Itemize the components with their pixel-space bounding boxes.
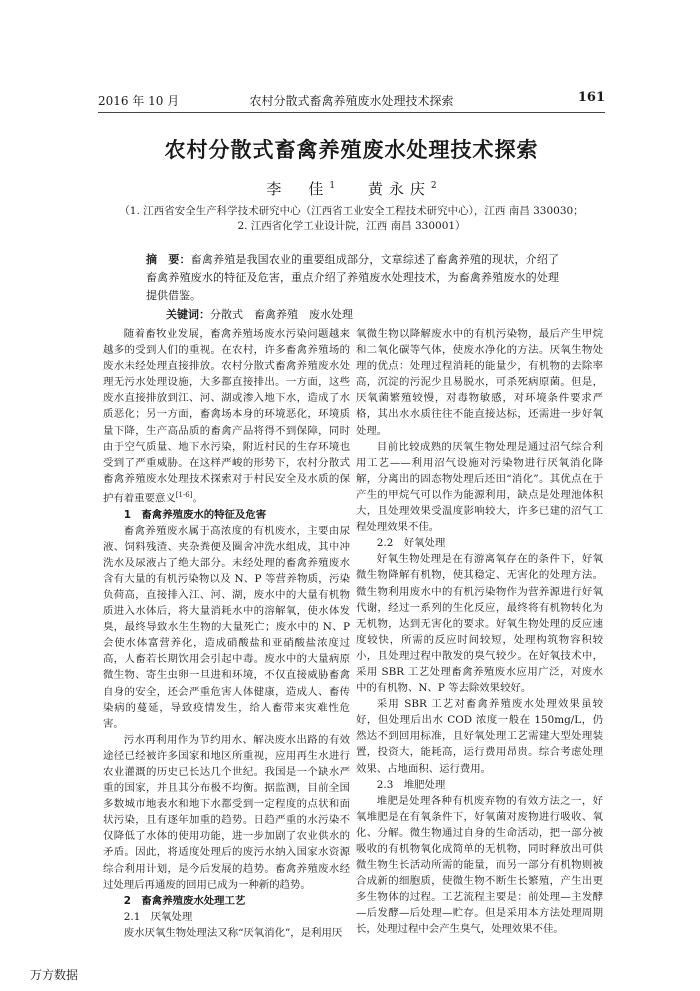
section-heading-1: 1 畜禽养殖废水的特征及危害 <box>123 508 267 521</box>
header-page-number: 161 <box>577 90 605 105</box>
section-heading-2: 2 畜禽养殖废水处理工艺 <box>123 894 246 907</box>
subsection-heading-2-1: 2.1 厌氧处理 <box>123 910 193 923</box>
keywords <box>166 306 566 322</box>
author-name-1: 李 佳$^1$ <box>266 180 336 198</box>
header-journal-title: 农村分散式畜禽养殖废水处理技术探索 <box>249 94 454 108</box>
paragraph-anaerobic-start: 废水厌氧生物处理法又称“厌氧消化”，是利用厌 <box>123 926 343 939</box>
affiliation-line-1: （1. 江西省安全生产科学技术研究中心（江西省工业安全工程技术研究中心），江西 南昌 330030； <box>119 205 584 217</box>
keywords-label: 关键词： <box>166 308 210 321</box>
citation-ref: [1-6] <box>175 490 193 499</box>
paragraph-intro: 随着畜牧业发展，畜禽养殖场废水污染问题越来越多的受到人们的重视。在农村，许多畜禽养殖场的废水未经处理直接排放。农村分散式畜禽养殖废水处理无污水处理设施，大多都直接排出。一方面，这些废水直接排放到江、河、湖或渗入地下水，造成了水质恶化；另一方面，畜禽场本身的环境恶化，环境质量下降，生产高品质的畜禽产品将得不到保障，同时由于空气质量、地下水污染，附近村民的生存环境也受到了严重威胁。在这样严峻的形势下，农村分散式畜禽养殖废水处理技术探索对于村民安全及水质的保护有着重要意义[1-6]。 <box>103 328 350 505</box>
keywords-text: 分散式 畜禽养殖 废水处理 <box>210 308 353 321</box>
paragraph-aerobic: 好氧生物处理是在有游离氧存在的条件下，好氧微生物降解有机物，使其稳定、无害化的处理方法。微生物利用废水中的有机污染物作为营养源进行好氧代谢，经过一系列的生化反应，最终将有机物转化为无机物，达到无害化的要求。好氧生物处理的反应速度较快，所需的反应时间较短，处理构筑物容积较小，且处理过程中散发的臭气较少。在好氧技术中，采用 SBR 工艺处理畜禽养殖废水应用广泛，对废水中的有机物、N、P 等去除效果较好。 <box>356 553 603 695</box>
subsection-heading-2-3: 2.3 堆肥处理 <box>376 778 446 791</box>
subsection-heading-2-2: 2.2 好氧处理 <box>376 537 446 550</box>
paragraph-anaerobic-cont: 氧微生物以降解废水中的有机污染物，最后产生甲烷和二氧化碳等气体，使废水净化的方法。厌氧生物处理的优点：处理过程消耗的能量少，有机物的去除率高，沉淀的污泥少且易脱水，可杀死病原菌。但是，厌氧菌繁殖较慢，对毒物敏感，对环境条件要求严格，其出水水质往往不能直接达标，还需进一步好氧处理。 <box>356 328 603 437</box>
author-sup-2: 2 <box>430 181 437 191</box>
abstract-label: 摘 要： <box>146 253 191 266</box>
running-header <box>98 92 605 113</box>
author-line <box>98 178 605 199</box>
paragraph-biogas: 目前比较成熟的厌氧生物处理是通过沼气综合利用工艺——利用沼气设施对污染物进行厌氧消化降解，分离出的固态物处理后还田“消化”。其优点在于产生的甲烷气可以作为能源利用，缺点是处理池体积大，且处理效果受温度影响较大，许多已建的沼气工程处理效果不佳。 <box>356 440 603 534</box>
affiliation-line-2: 2. 江西省化学工业设计院，江西 南昌 330001） <box>237 220 466 232</box>
abstract-text: 畜禽养殖是我国农业的重要组成部分，文章综述了畜禽养殖的现状，介绍了畜禽养殖废水的特征及危害，重点介绍了养殖废水处理技术，为畜禽养殖废水的处理提供借鉴。 <box>146 253 560 302</box>
article-title: 农村分散式畜禽养殖废水处理技术探索 <box>164 138 539 162</box>
abstract <box>146 251 559 305</box>
paragraph-sbr: 采用 SBR 工艺对畜禽养殖废水处理效果虽较好，但处理后出水 COD 浓度一般在 150mg/L，仍然达不到回用标准，且好氧处理工艺需建大型处理装置，投资大，能耗高，运行费用昂贵。综合考虑处理效果、占地面积、运行费用。 <box>356 698 603 775</box>
header-date: 2016 年 10 月 <box>98 94 180 108</box>
body-column-left <box>103 326 350 941</box>
paragraph-compost: 堆肥是处理各种有机废弃物的有效方法之一，好氧堆肥是在有氧条件下，好氧菌对废物进行吸收、氧化、分解。微生物通过自身的生命活动，把一部分被吸收的有机物氧化成简单的无机物，同时释放出可供微生物生长活动所需的能量，而另一部分有机物则被合成新的细胞质，使微生物不断生长繁殖，产生出更多生物体的过程。工艺流程主要是：前处理—主发酵—后发酵—后处理—贮存。但是采用本方法处理周期长，处理过程中会产生臭气，处理效果不佳。 <box>356 794 603 936</box>
watermark-text: 万方数据 <box>30 968 79 982</box>
body-column-right <box>356 326 603 938</box>
author-sup-1: 1 <box>329 181 336 191</box>
paragraph-characteristics: 畜禽养殖废水属于高浓度的有机废水，主要由尿液、饲料残渣、夹杂粪便及圈舍冲洗水组成，其中冲洗水及尿液占了绝大部分。未经处理的畜禽养殖废水含有大量的有机污染物以及 N、P 等营养物质，污染负荷高，直接排入江、河、湖，废水中的大量有机物质进入水体后，将大量消耗水中的溶解氧，使水体发臭，最终导致水生生物的大量死亡；废水中的 N、P 会使水体富营养化，造成硝酸盐和亚硝酸盐浓度过高，人畜若长期饮用会引起中毒。废水中的大量病原微生物、寄生虫卵一旦进和环境，不仅直接威胁畜禽自身的安全，还会严重危害人体健康，造成人、畜传染病的蔓延，导致疫情发生，给人畜带来灾难性危害。 <box>103 524 350 730</box>
paragraph-reuse: 污水再利用作为节约用水、解决废水出路的有效途径已经被许多国家和地区所重视，应用再生水进行农业灌溉的历史已长达几个世纪。我国是一个缺水严重的国家，并且其分布极不均衡。据监测，目前全国多数城市地表水和地下水都受到一定程度的点状和面状污染，且有逐年加重的趋势。日趋严重的水污染不仅降低了水体的使用功能，进一步加剧了农业供水的矛盾。因此，将适度处理后的废污水纳入国家水资源综合利用计划，是今后发展的趋势。畜禽养殖废水经过处理后再通废的回用已成为一种新的趋势。 <box>103 733 350 891</box>
author-name-2: 黄永庆$^2$ <box>367 180 437 198</box>
